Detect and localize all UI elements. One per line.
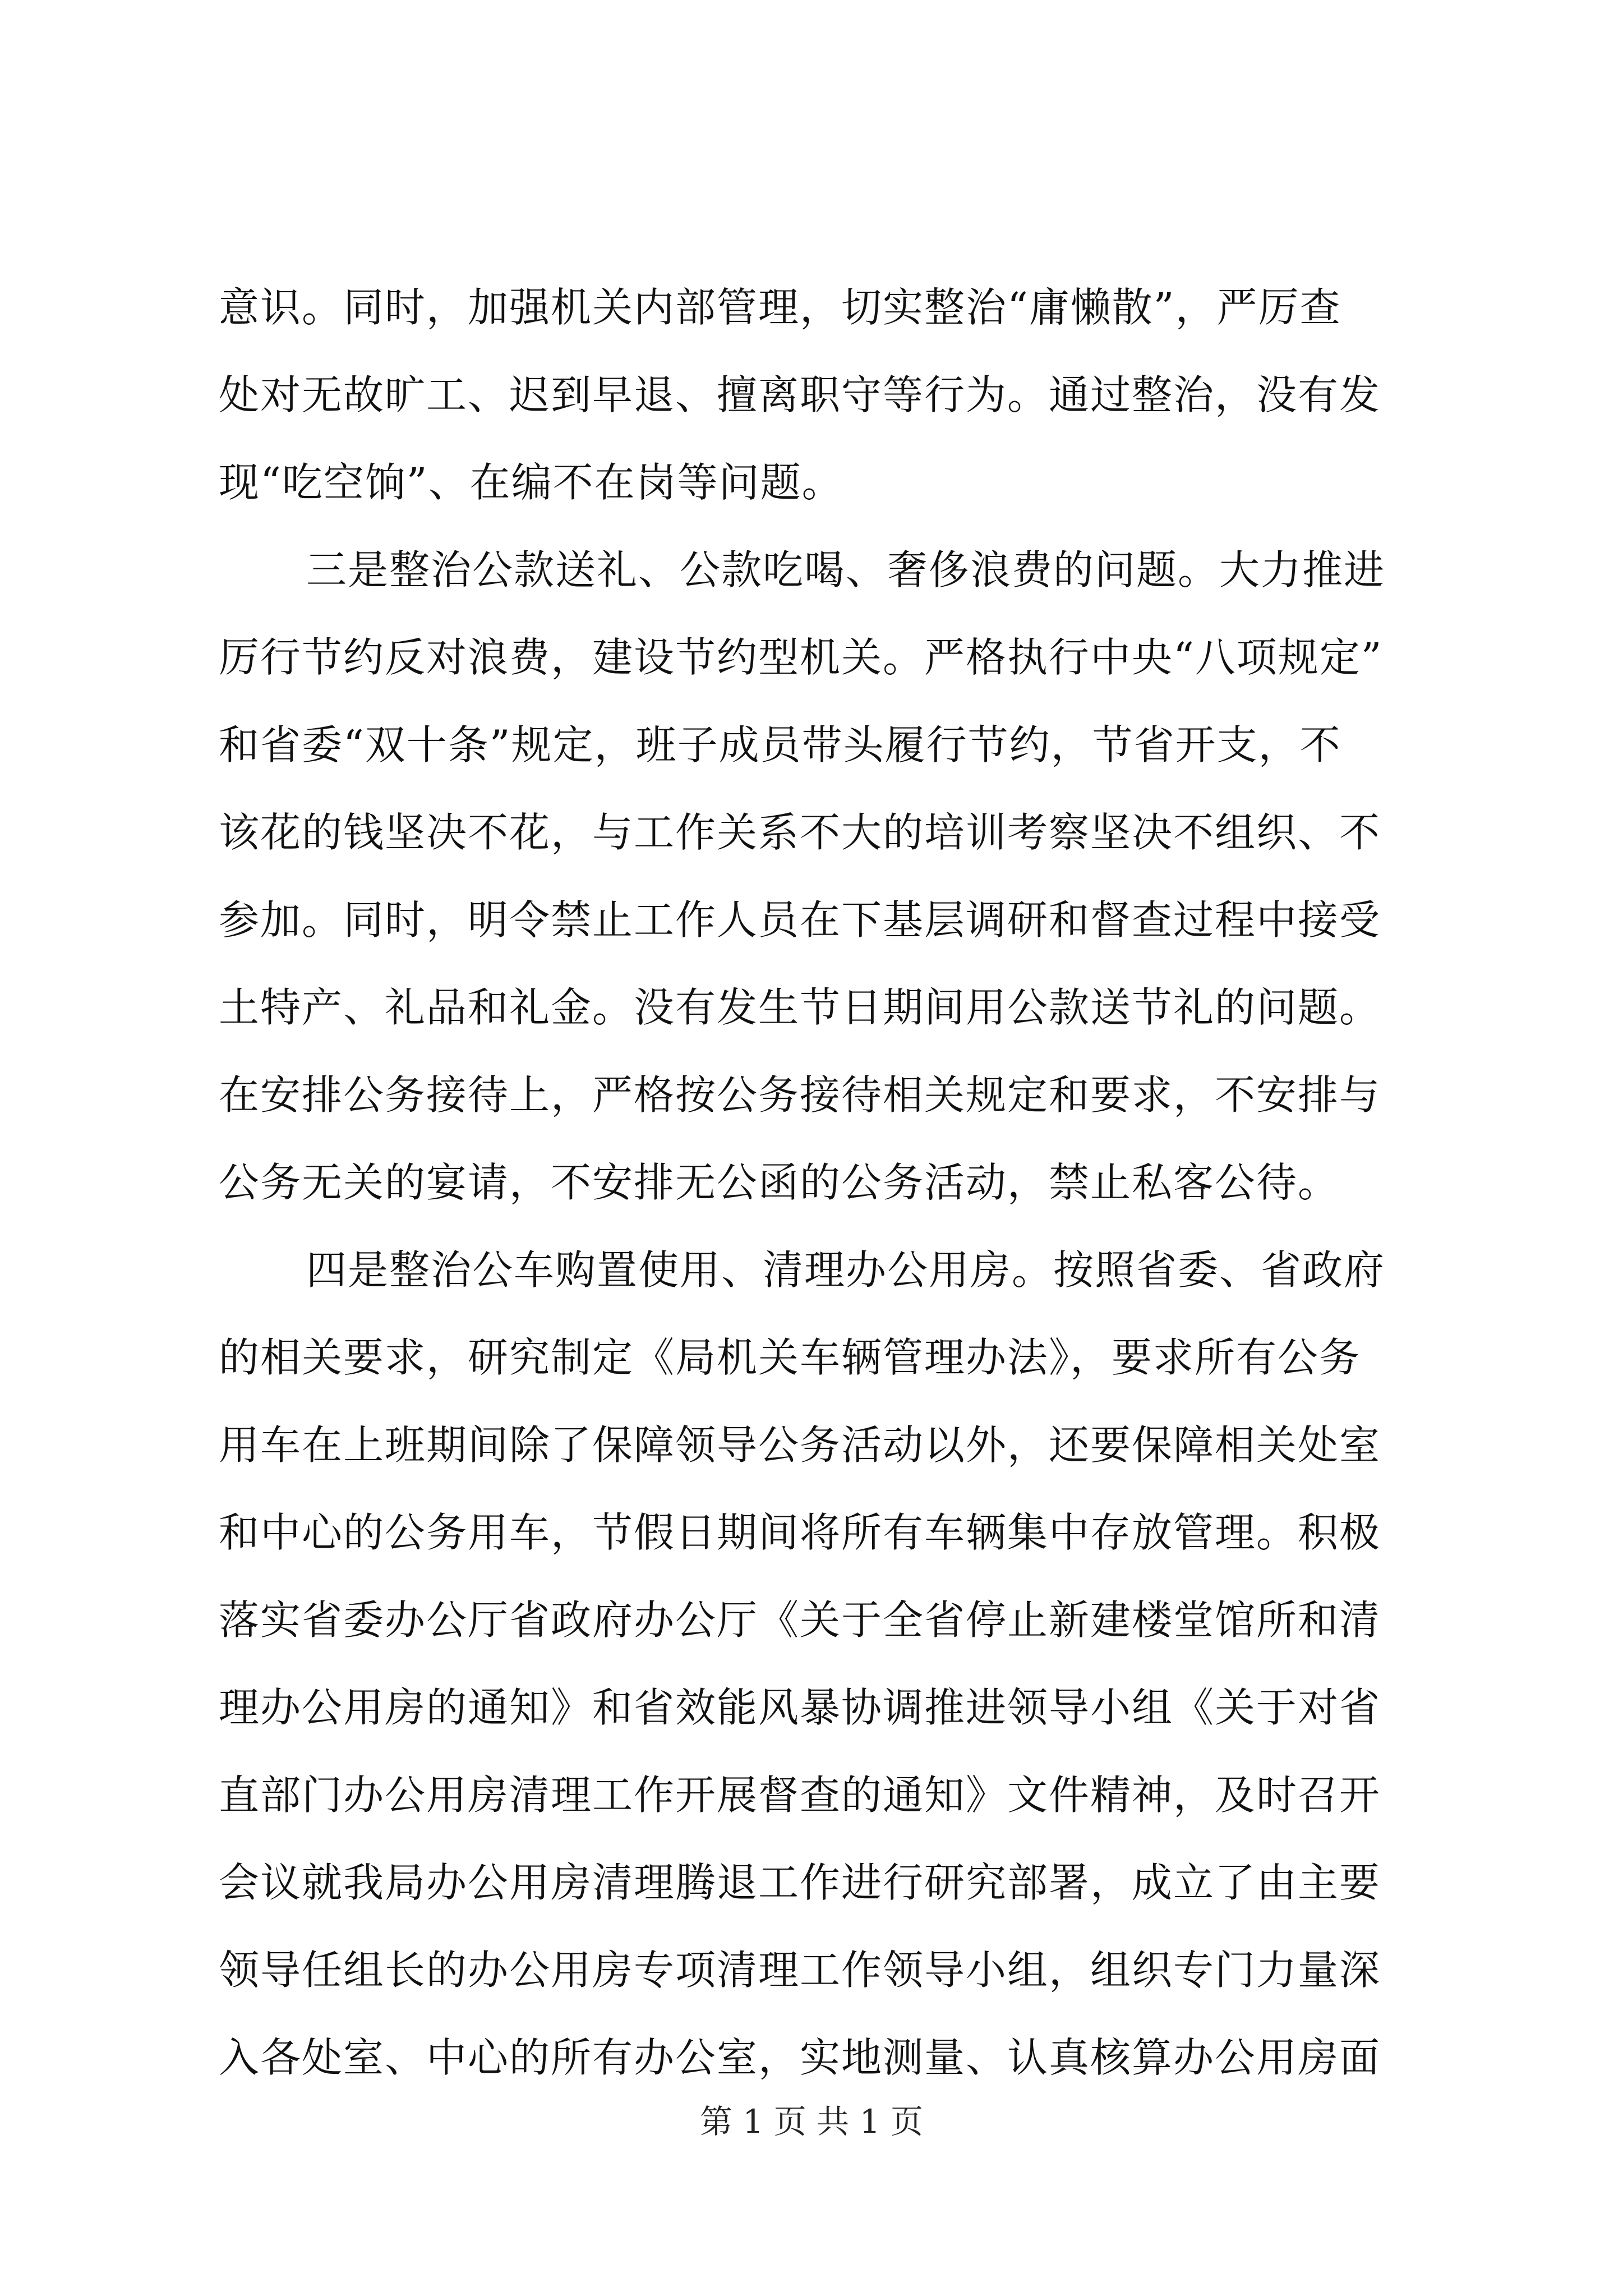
text-line: 入各处室、中心的所有办公室，实地测量、认真核算办公用房面 [219, 2034, 1381, 2081]
text-line: 土特产、礼品和礼金。没有发生节日期间用公款送节礼的问题。 [219, 984, 1381, 1031]
text-line: 参加。同时，明令禁止工作人员在下基层调研和督查过程中接受 [219, 896, 1381, 944]
page-footer: 第 1 页 共 1 页 [700, 2102, 923, 2141]
text-line: 会议就我局办公用房清理腾退工作进行研究部署，成立了由主要 [219, 1859, 1381, 1906]
text-line: 公务无关的宴请，不安排无公函的公务活动，禁止私客公待。 [219, 1159, 1340, 1206]
text-line: 和中心的公务用车，节假日期间将所有车辆集中存放管理。积极 [219, 1509, 1381, 1556]
text-line: 现“吃空饷”、在编不在岗等问题。 [219, 459, 843, 506]
paragraph-start-line: 三是整治公款送礼、公款吃喝、奢侈浪费的问题。大力推进 [306, 546, 1386, 593]
text-line: 的相关要求，研究制定《局机关车辆管理办法》，要求所有公务 [219, 1334, 1361, 1381]
text-line: 直部门办公用房清理工作开展督查的通知》文件精神，及时召开 [219, 1772, 1381, 1819]
text-line: 领导任组长的办公用房专项清理工作领导小组，组织专门力量深 [219, 1947, 1381, 1994]
paragraph-start-line: 四是整治公车购置使用、清理办公用房。按照省委、省政府 [306, 1246, 1386, 1294]
text-line: 理办公用房的通知》和省效能风暴协调推进领导小组《关于对省 [219, 1684, 1381, 1731]
text-line: 用车在上班期间除了保障领导公务活动以外，还要保障相关处室 [219, 1421, 1381, 1469]
text-line: 处对无故旷工、迟到早退、擅离职守等行为。通过整治，没有发 [219, 371, 1381, 418]
text-line: 意识。同时，加强机关内部管理，切实整治“庸懒散”，严厉查 [219, 284, 1341, 331]
text-line: 厉行节约反对浪费，建设节约型机关。严格执行中央“八项规定” [219, 634, 1383, 681]
text-line: 该花的钱坚决不花，与工作关系不大的培训考察坚决不组织、不 [219, 809, 1381, 856]
text-line: 在安排公务接待上，严格按公务接待相关规定和要求，不安排与 [219, 1071, 1381, 1119]
text-line: 落实省委办公厅省政府办公厅《关于全省停止新建楼堂馆所和清 [219, 1596, 1381, 1644]
document-body [219, 264, 1430, 2101]
text-line: 和省委“双十条”规定，班子成员带头履行节约，节省开支，不 [219, 721, 1341, 769]
